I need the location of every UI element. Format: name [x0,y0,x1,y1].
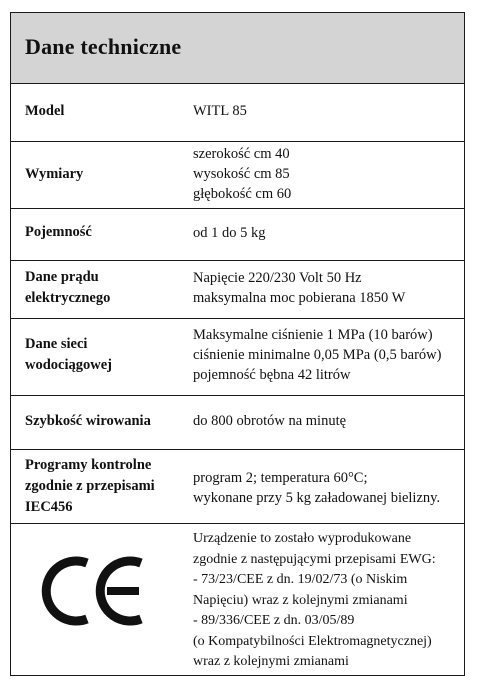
table-row-spin-speed [11,395,464,450]
row-value: szerokość cm 40 wysokość cm 85 głębokość cm 60 [193,146,292,202]
table-row-capacity [11,208,464,261]
table-row-electrical [11,260,464,319]
row-label: Dane sieci wodociągowej [25,336,112,373]
page-title: Dane techniczne [25,34,182,59]
table-header [11,13,464,84]
row-value: program 2; temperatura 60°C; wykonane przy 5 kg załadowanej bielizny. [193,470,441,506]
table-row-test-programs [11,449,464,524]
row-value: Maksymalne ciśnienie 1 MPa (10 barów) ciśnienie minimalne 0,05 MPa (0,5 barów) pojemność bębna 42 litrów [193,327,442,383]
table-row-ce-declaration [11,523,464,675]
table-row-model [11,83,464,142]
row-value: WITL 85 [193,103,247,119]
row-label: Dane prądu elektrycznego [25,269,111,306]
table-row-water-supply [11,318,464,396]
row-label: Szybkość wirowania [25,413,151,429]
row-value: do 800 obrotów na minutę [193,413,347,429]
row-value: Napięcie 220/230 Volt 50 Hz maksymalna moc pobierana 1850 W [193,270,406,306]
ce-declaration-text: Urządzenie to zostało wyprodukowane zgodnie z następującymi przepisami EWG: - 73/23/CEE z dn. 19/02/73 (o Niskim Napięciu) wraz z kolejnymi zmianami - 89/336/CEE z dn. 03/05/89 (o Kompatybilności Elektromagnetycznej) wraz z kolejnymi zmianami [193,531,436,669]
row-label: Programy kontrolne zgodnie z przepisami IEC456 [25,457,155,515]
row-label: Wymiary [25,166,84,182]
ce-mark-icon [35,551,155,631]
row-label: Model [25,103,65,119]
row-value: od 1 do 5 kg [193,225,266,241]
row-label: Pojemność [25,224,92,240]
table-row-dimensions [11,141,464,209]
technical-data-table [10,12,465,676]
